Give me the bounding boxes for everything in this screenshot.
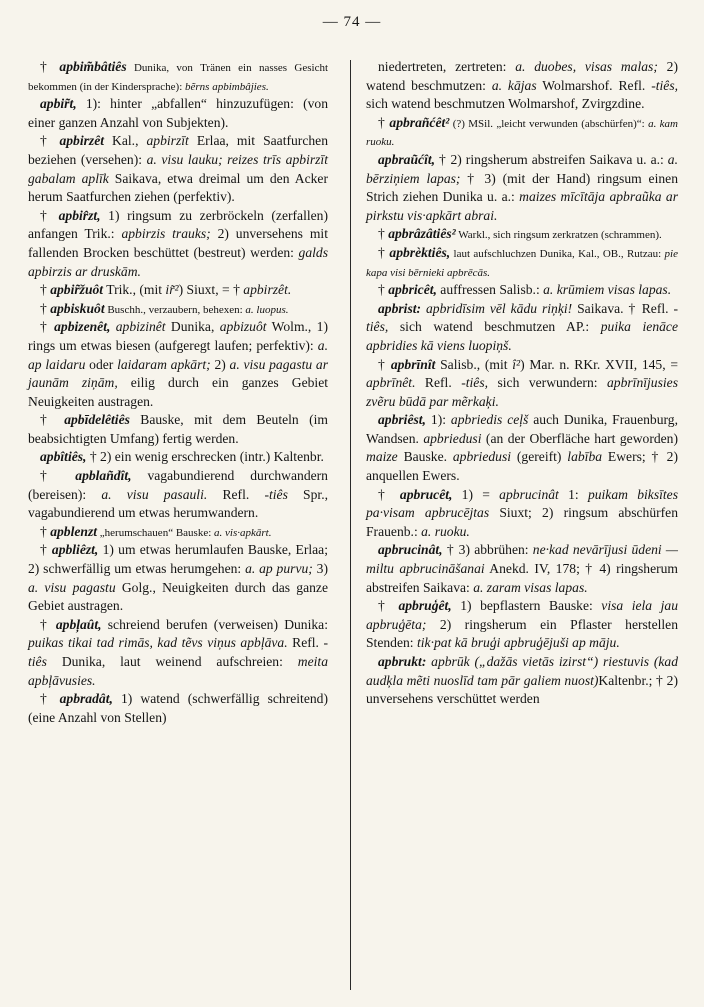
entry-headword: apbim̃bâtiês — [59, 59, 127, 74]
entry-text: Refl. — [287, 635, 324, 651]
entry-gloss-small: Buschh., verzaubern, behexen: — [104, 303, 246, 316]
entry-text: † — [40, 282, 51, 298]
entry-text: 2) unversehens mit fallenden Brocken beschüttet (bestreut) werden: — [28, 226, 328, 260]
entry-text: (an der Oberfläche hart geworden) — [481, 430, 678, 446]
example-text-small: pie kapa visi bērnieki apbrēcās. — [366, 247, 678, 279]
entry-text: Wolm., 1) rings um etwas biesen (aufgeregt laufen; perfektiv): — [28, 319, 328, 353]
entry-text: † — [40, 412, 65, 428]
dictionary-entry — [366, 225, 678, 244]
entry-text: † — [40, 616, 56, 632]
entry-text: Saikava. † Refl. — [572, 300, 674, 316]
dictionary-entry — [28, 58, 328, 95]
entry-text: sich verwundern: — [488, 375, 607, 391]
entry-text: † 2) ein wenig erschrecken (intr.) Kaltenbr. — [86, 449, 324, 465]
entry-gloss-small: „herumschauen“ Bauske: — [97, 526, 215, 539]
column-divider — [350, 60, 351, 990]
entry-text: Spr., vagabundierend um etwas herumwandern. — [28, 486, 328, 521]
entry-text: Refl. — [415, 375, 462, 391]
example-text: a. visu pasauli. — [101, 486, 208, 502]
entry-headword: apbîtiês, — [40, 449, 87, 465]
example-text-small: bẽrns apbimbâjies. — [185, 80, 269, 93]
entry-text: † — [40, 691, 60, 707]
dictionary-entry — [366, 486, 678, 542]
entry-text: (gereift) — [511, 449, 568, 465]
entry-text: 1): hinter „abfallen“ hinzuzufügen: (von einer ganzen Anzahl von Subjekten). — [28, 96, 328, 130]
example-text: apbrūk („dažās vietās izirst“) riestuvis (kad audķla mẽti nuoslīd tam pār galiem nuost) — [366, 654, 678, 688]
entry-text: 1) ringsum zu zerbröckeln (zerfallen) anfangen Trik.: — [28, 207, 328, 242]
example-text: galds apbirzis ar druskām. — [28, 244, 328, 279]
dictionary-entry — [366, 541, 678, 597]
example-text: puikam biksītes pa·visam apbrucējtas — [366, 486, 678, 521]
example-text: apbridīsim vēl kādu riņķi! — [426, 300, 573, 316]
entry-text: † — [378, 486, 400, 502]
entry-text: Anekd. IV, 178; † 4) ringsherum abstreifen Saikava: — [366, 561, 678, 595]
entry-headword: apbizenêt, — [54, 319, 111, 335]
entry-headword: apbrucêt, — [399, 486, 453, 502]
entry-headword: apbrèktiês, — [389, 244, 451, 260]
example-text-small: a. vis·apkārt. — [214, 526, 272, 539]
entry-gloss-small: laut aufschluchzen Dunika, Kal., OB., Rutzau: — [450, 247, 665, 260]
entry-text: Salisb., (mit — [435, 356, 513, 372]
dictionary-entry — [366, 58, 678, 114]
entry-text: Kal., — [104, 133, 147, 149]
example-text-small: a. luopus. — [245, 303, 289, 316]
entry-text: auch Dunika, Frauenburg, Wandsen. — [366, 412, 679, 446]
example-text: a. kājas — [491, 77, 537, 93]
entry-gloss-small: Warkl., sich ringsum zerkratzen (schrammen). — [455, 229, 662, 242]
entry-text: vagabundierend durchwandern (bereisen): — [28, 468, 328, 502]
entry-text: 3) — [312, 561, 328, 577]
example-text: laidaram apkārt; — [117, 356, 211, 372]
dictionary-entry — [366, 244, 678, 281]
entry-text: 2) ringsherum ein Pflaster herstellen Stenden: — [366, 616, 678, 651]
example-text: maize — [366, 449, 398, 465]
entry-text: † — [40, 207, 59, 223]
entry-text: Dunika, laut weinend aufschreien: — [46, 654, 298, 669]
dictionary-entry — [28, 523, 328, 542]
entry-text: 1) = — [452, 486, 500, 502]
entry-text: Saikava, etwa dreimal um den Acker herum Saatfurchen ziehen (perfektiv). — [28, 170, 328, 205]
entry-headword: apbir̃t, — [40, 96, 77, 112]
dictionary-entry — [28, 300, 328, 319]
entry-text: † — [40, 319, 55, 335]
entry-headword: apbrīnît — [390, 356, 436, 372]
entry-text: † — [40, 523, 51, 539]
dictionary-entry — [28, 411, 328, 448]
dictionary-entry — [366, 356, 678, 412]
example-text: apbizuôt — [219, 319, 267, 335]
dictionary-entry — [28, 318, 328, 411]
entry-text: 1): — [425, 412, 451, 428]
entry-text: † — [40, 300, 51, 316]
example-text: meita apbļāvusies. — [28, 654, 328, 688]
entry-headword: apbricêt, — [388, 282, 437, 298]
entry-headword: apbir̃žuôt — [50, 282, 104, 298]
entry-text: 2) watend beschmutzen: — [366, 59, 678, 93]
example-text: ir̃² — [165, 282, 179, 298]
example-text: apbirzīt — [146, 133, 189, 149]
example-text: apbrucinât — [499, 486, 559, 502]
entry-headword: apbiskuôt — [50, 300, 105, 316]
example-text: apbirzis trauks; — [121, 226, 211, 242]
entry-headword: apbriêst, — [378, 412, 426, 428]
entry-headword: apbrâzâtiês² — [388, 226, 456, 242]
entry-headword: apbrukt: — [378, 654, 427, 669]
example-text: labība — [567, 449, 603, 465]
entry-headword: apbir̂zt, — [58, 207, 101, 223]
entry-text: Dunika, — [165, 319, 220, 335]
entry-text: Kaltenbr.; † 2) unversehens verschüttet werden — [366, 672, 678, 707]
entry-text: † — [40, 133, 60, 149]
entry-text: schreiend berufen (verweisen) Dunika: — [101, 616, 328, 632]
example-text: maizes mīcītāja apbraũka ar pirkstu vis·apkārt abrai. — [366, 189, 678, 223]
entry-text: Bauske. — [397, 449, 453, 465]
entry-text: ) Siuxt, = † — [178, 282, 244, 298]
entry-text: Golg., Neuigkeiten durch das ganze Gebiet austragen. — [28, 579, 328, 614]
entry-headword: apbīdelêtiês — [64, 412, 130, 428]
entry-text: Wolmarshof. Refl. — [536, 77, 652, 93]
entry-headword: apbirzêt — [59, 133, 105, 149]
entry-text: niedertreten, zertreten: — [378, 59, 516, 74]
entry-headword: apbrucinât, — [378, 542, 443, 558]
example-text: a. zaram visas lapas. — [473, 579, 588, 595]
example-text: î² — [512, 356, 521, 372]
entry-headword: apbruģêt, — [398, 598, 452, 614]
entry-text: Trik., (mit — [103, 282, 166, 298]
dictionary-entry — [28, 207, 328, 281]
left-column — [28, 58, 328, 727]
entry-text: 2) — [210, 356, 230, 372]
dictionary-entry — [366, 653, 678, 709]
example-text: ne·kad nevārījusi ūdeni — miltu apbrucināšanai — [366, 542, 678, 577]
example-text: -tiês, — [651, 77, 679, 93]
example-text: -tiês — [264, 486, 288, 502]
entry-text: † — [378, 226, 389, 242]
example-text-small: a. kam ruoku. — [366, 117, 678, 149]
dictionary-entry — [366, 151, 678, 225]
entry-text: 1) watend (schwerfällig schreitend) (eine Anzahl von Stellen) — [28, 691, 328, 725]
dictionary-entry — [366, 300, 678, 356]
entry-text: Bauske, mit dem Beuteln (im beabsichtigten Umfang) fertig werden. — [28, 412, 328, 446]
entry-text: † — [378, 244, 390, 260]
example-text: apbriedusi — [423, 430, 482, 446]
entry-text: sich watend beschmutzen AP.: — [388, 319, 601, 335]
example-text: a. visu lauku; reizes trīs apbirzīt gabalam aplīk — [28, 151, 328, 186]
example-text: a. ruoku. — [421, 523, 470, 539]
example-text: a. bērziņiem lapas; — [366, 151, 678, 186]
entry-text: 1: — [558, 486, 588, 502]
page-number: — 74 — — [322, 14, 382, 30]
entry-gloss-small: (?) MSil. „leicht verwunden (abschürfen)“: — [449, 117, 649, 130]
entry-text: † 2) ringsherum abstreifen Saikava u. a.: — [435, 151, 668, 167]
entry-text: oder — [85, 356, 118, 372]
entry-text: Siuxt; 2) ringsum abschürfen Frauenb.: — [366, 505, 679, 539]
dictionary-entry — [366, 411, 678, 485]
entry-text: Ewers; † 2) anquellen Ewers. — [366, 449, 678, 484]
entry-text: sich watend beschmutzen Wolmarshof, Zvirgzdine. — [366, 96, 645, 112]
example-text: a. ap laidaru — [28, 337, 328, 372]
entry-text: † 3) (mit der Hand) ringsum einen Strich ziehen Dunika u. a.: — [366, 170, 678, 205]
example-text: apbrīnêt. — [366, 375, 416, 391]
example-text: apbrīnījusies zvẽru būdā par mẽrkaķi. — [366, 375, 678, 409]
right-column — [366, 58, 678, 709]
entry-text: 1) um etwas herumlaufen Bauske, Erlaa; 2) schwerfällig um etwas herumgehen: — [28, 542, 328, 577]
dictionary-entry — [28, 467, 328, 523]
entry-text: † — [378, 114, 390, 130]
example-text: apbriedis ceļš — [450, 412, 529, 428]
dictionary-entry — [366, 281, 678, 300]
entry-text: Refl. — [207, 486, 265, 502]
entry-headword: apbliêzt, — [51, 542, 99, 558]
example-text: a. visu pagastu — [28, 579, 116, 595]
dictionary-entry — [28, 616, 328, 690]
dictionary-entry — [28, 448, 328, 467]
dictionary-entry — [366, 114, 678, 151]
example-text: apbirzêt. — [243, 282, 292, 298]
entry-text: Erlaa, mit Saatfurchen beziehen (versehen): — [28, 133, 328, 167]
example-text: visa iela jau apbruģēta; — [366, 598, 678, 632]
entry-text: † — [378, 598, 399, 614]
entry-headword: apblañdît, — [75, 468, 132, 484]
example-text: a. ap purvu; — [245, 561, 313, 577]
entry-headword: apbrañćêt² — [389, 114, 450, 130]
entry-text: † — [378, 282, 389, 298]
entry-headword: apbļaût, — [55, 616, 102, 632]
example-text: a. krūmiem visas lapas. — [543, 282, 672, 298]
example-text: -tiês, — [366, 300, 678, 335]
dictionary-entry — [28, 690, 328, 727]
entry-text: † — [40, 542, 52, 558]
example-text: -tiês, — [461, 375, 489, 391]
entry-text: † — [40, 59, 60, 74]
example-text: -tiês — [28, 635, 328, 669]
example-text: tik·pat kā bruģi apbruģējuši ap māju. — [416, 635, 620, 651]
dictionary-entry — [28, 541, 328, 615]
entry-text: † — [40, 468, 76, 484]
entry-text: † 3) abbrühen: — [442, 542, 533, 558]
entry-text: 1) bepflastern Bauske: — [451, 598, 602, 614]
entry-text: auffressen Salisb.: — [436, 282, 544, 298]
example-text: apbriedusi — [452, 449, 512, 465]
dictionary-entry — [28, 132, 328, 206]
entry-headword: apblenzt — [50, 523, 98, 539]
dictionary-entry — [28, 95, 328, 132]
entry-text: † — [378, 356, 391, 372]
entry-text: ) Mar. n. RKr. XVII, 145, = — [520, 356, 678, 372]
example-text: puika ienāce apbridies kā viens luopiņš. — [366, 319, 678, 353]
example-text: a. visu pagastu ar jaunām ziņām, — [28, 356, 329, 391]
example-text: puikas tikai tad rimās, kad tẽvs viņus apbļāva. — [28, 635, 288, 651]
entry-text: eilig durch ein ganzes Gebiet Neuigkeiten austragen. — [28, 375, 328, 409]
dictionary-entry — [28, 281, 328, 300]
entry-headword: apbraũćît, — [378, 151, 436, 167]
example-text: apbizinêt — [115, 319, 166, 335]
dictionary-entry — [366, 597, 678, 653]
example-text: a. duobes, visas malas; — [515, 59, 658, 74]
entry-gloss-small: Dunika, von Tränen ein nasses Gesicht bekommen (in der Kindersprache): — [28, 62, 329, 93]
entry-headword: apbradât, — [59, 691, 113, 707]
entry-headword: apbrist: — [378, 300, 422, 316]
